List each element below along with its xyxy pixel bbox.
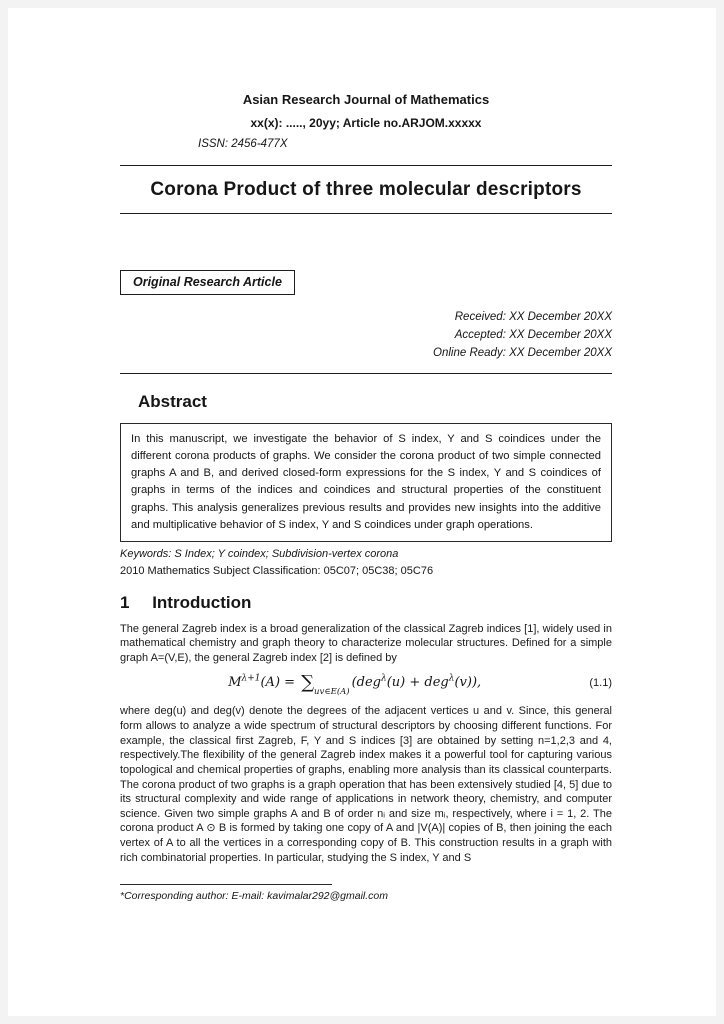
footnote-rule xyxy=(120,884,332,885)
section-number: 1 xyxy=(120,592,130,612)
online-ready-date: Online Ready: XX December 20XX xyxy=(433,346,612,359)
article-type-row xyxy=(120,270,612,295)
abstract-heading: Abstract xyxy=(138,392,207,412)
dates-block xyxy=(120,309,612,362)
section-title: Introduction xyxy=(152,592,252,612)
summation-subscript: uv∈E(A) xyxy=(314,687,350,697)
accepted-date: Accepted: XX December 20XX xyxy=(454,328,612,341)
divider-above-title xyxy=(120,165,612,166)
footnote-area xyxy=(120,884,612,902)
summation-icon: ∑ xyxy=(301,672,315,694)
intro-paragraph-2: where deg(u) and deg(v) denote the degrees of the adjacent vertices u and v. Since, this general form allows to analyze a wide spectrum of structural descriptors by choosing different functions. For example, the classical first Zagreb, F, Y and S indices [3] are obtained by setting n=1,2,3 and 4, respectively.The flexibility of the general Zagreb index makes it a powerful tool for capturing various topological and chemical properties of graphs, enabling more analysis than its classical counterparts. The corona product of two graphs is a graph operation that has been extensively studied [4, 5] due to its structural complexity and wide range of applications in network theory, chemistry, and computer science. Given two simple graphs A and B of order nᵢ and size mᵢ, respectively, where i = 1, 2. The corona product A ⊙ B is formed by taking one copy of A and |V(A)| copies of B, then joining the each vertex of A to all the vertices in a corresponding copy of B. This construction results in a graph with rich combinatorial properties. In particular, studying the S index, Y and S xyxy=(120,705,612,864)
intro-paragraph-1: The general Zagreb index is a broad generalization of the classical Zagreb indices [1], widely used in mathematical chemistry and graph theory to characterize molecular structures. Defined for a simple graph A=(V,E), the general Zagreb index [2] is defined by xyxy=(120,622,612,664)
eq-rhs-sup1: λ xyxy=(381,674,387,685)
eq-rhs-part2: (u) + deg xyxy=(386,675,449,691)
eq-lhs-symbol: M xyxy=(228,675,242,691)
msc-line: 2010 Mathematics Subject Classification: 05C07; 05C38; 05C76 xyxy=(120,564,434,577)
abstract-box xyxy=(120,423,612,541)
equation-1-1 xyxy=(120,672,589,697)
divider-after-dates xyxy=(120,373,612,374)
corresponding-author-footnote: *Corresponding author: E-mail: kavimalar292@gmail.com xyxy=(120,890,389,902)
article-type-badge: Original Research Article xyxy=(120,270,295,295)
divider-below-title xyxy=(120,213,612,214)
eq-lhs-superscript: λ+1 xyxy=(241,674,261,685)
eq-rhs-part1: (deg xyxy=(351,675,382,691)
journal-name: Asian Research Journal of Mathematics xyxy=(242,92,490,107)
abstract-text: In this manuscript, we investigate the behavior of S index, Y and S coindices under the different corona products of graphs. We consider the corona product of two simple connected graphs A and B, and derived closed-form expressions for the S index, Y and S coindices of graphs in terms of the indices and coindices and structural properties of the constituent graphs. This analysis generalizes previous results and provides new insights into the additive and multiplicative behavior of S index, Y and S coindices under graph operations. xyxy=(131,433,601,531)
equation-number: (1.1) xyxy=(589,676,612,689)
equation-row xyxy=(120,672,612,697)
section-heading-introduction xyxy=(120,593,612,613)
journal-issn: ISSN: 2456-477X xyxy=(198,138,288,150)
journal-header xyxy=(120,92,612,150)
journal-issue-line: xx(x): ....., 20yy; Article no.ARJOM.xxxxx xyxy=(250,116,482,130)
article-title: Corona Product of three molecular descriptors xyxy=(150,179,582,200)
eq-rhs-sup2: λ xyxy=(448,674,455,685)
keywords-line: Keywords: S Index; Y coindex; Subdivision-vertex corona xyxy=(120,547,399,560)
received-date: Received: XX December 20XX xyxy=(454,311,612,323)
eq-lhs-rest: (A) = xyxy=(260,675,300,691)
eq-rhs-part3: (v)), xyxy=(454,675,482,691)
